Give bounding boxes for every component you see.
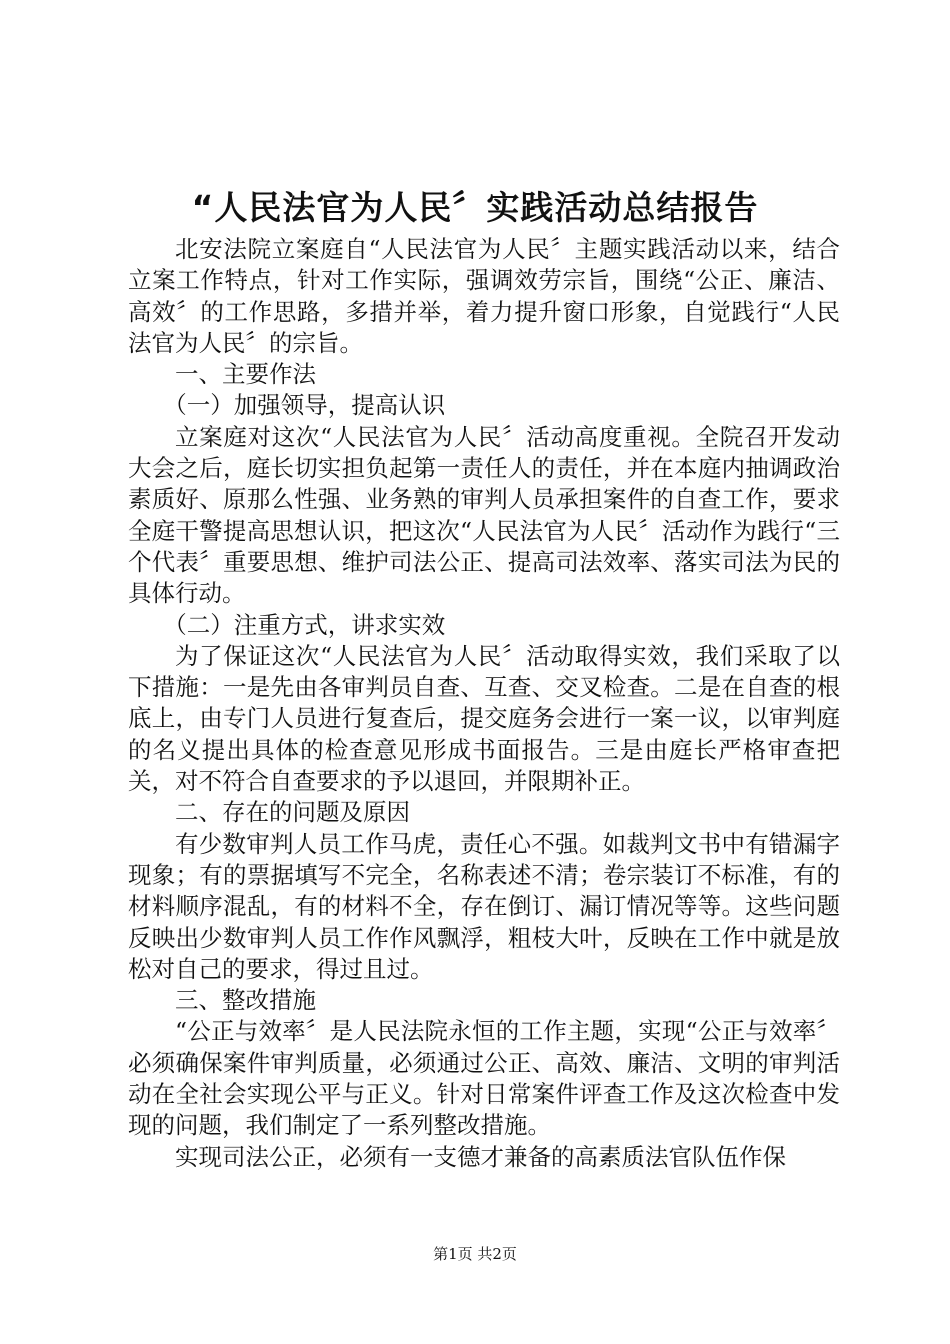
paragraph-methods: 为了保证这次“人民法官为人民〞活动取得实效，我们采取了以下措施：一是先由各审判员自查、互查、交叉检查。二是在自查的根底上，由专门人员进行复查后，提交庭务会进行一案一议，以审判庭的名义提出具体的检查意见形成书面报告。三是由庭长严格审查把关，对不符合自查要求的予以退回，并限期补正。: [128, 641, 840, 796]
section-heading-main-practices: 一、主要作法: [175, 360, 316, 389]
paragraph-continued: 实现司法公正，必须有一支德才兼备的高素质法官队伍作保: [175, 1142, 786, 1171]
paragraph-rectification: “公正与效率〞是人民法院永恒的工作主题，实现“公正与效率〞必须确保案件审判质量，必须通过公正、高效、廉洁、文明的审判活动在全社会实现公平与正义。针对日常案件评查工作及这次检查中发现的问题，我们制定了一系列整改措施。: [128, 1017, 840, 1140]
section-heading-problems: 二、存在的问题及原因: [175, 798, 410, 827]
paragraph-problems: 有少数审判人员工作马虎，责任心不强。如裁判文书中有错漏字现象；有的票据填写不完全，名称表述不清；卷宗装订不标准，有的材料顺序混乱，有的材料不全，存在倒订、漏订情况等等。这些问题反映出少数审判人员工作作风飘浮，粗枝大叶，反映在工作中就是放松对自己的要求，得过且过。: [128, 829, 840, 983]
subsection-heading-leadership: （一）加强领导，提高认识: [163, 391, 446, 420]
intro-paragraph: 北安法院立案庭自“人民法官为人民〞主题实践活动以来，结合立案工作特点，针对工作实际，强调效劳宗旨，围绕“公正、廉洁、高效〞的工作思路，多措并举，着力提升窗口形象，自觉践行“人民法官为人民〞的宗旨。: [128, 235, 840, 357]
section-heading-rectification: 三、整改措施: [175, 986, 316, 1015]
document-title: “人民法官为人民〞实践活动总结报告: [191, 188, 759, 227]
page-number-footer: 第1页 共2页: [433, 1245, 517, 1263]
document-body: [128, 234, 840, 1173]
paragraph-leadership: 立案庭对这次“人民法官为人民〞活动高度重视。全院召开发动大会之后，庭长切实担负起第一责任人的责任，并在本庭内抽调政治素质好、原那么性强、业务熟的审判人员承担案件的自查工作，要求全庭干警提高思想认识，把这次“人民法官为人民〞活动作为践行“三个代表〞重要思想、维护司法公正、提高司法效率、落实司法为民的具体行动。: [128, 422, 840, 608]
subsection-heading-methods: （二）注重方式，讲求实效: [163, 610, 446, 639]
